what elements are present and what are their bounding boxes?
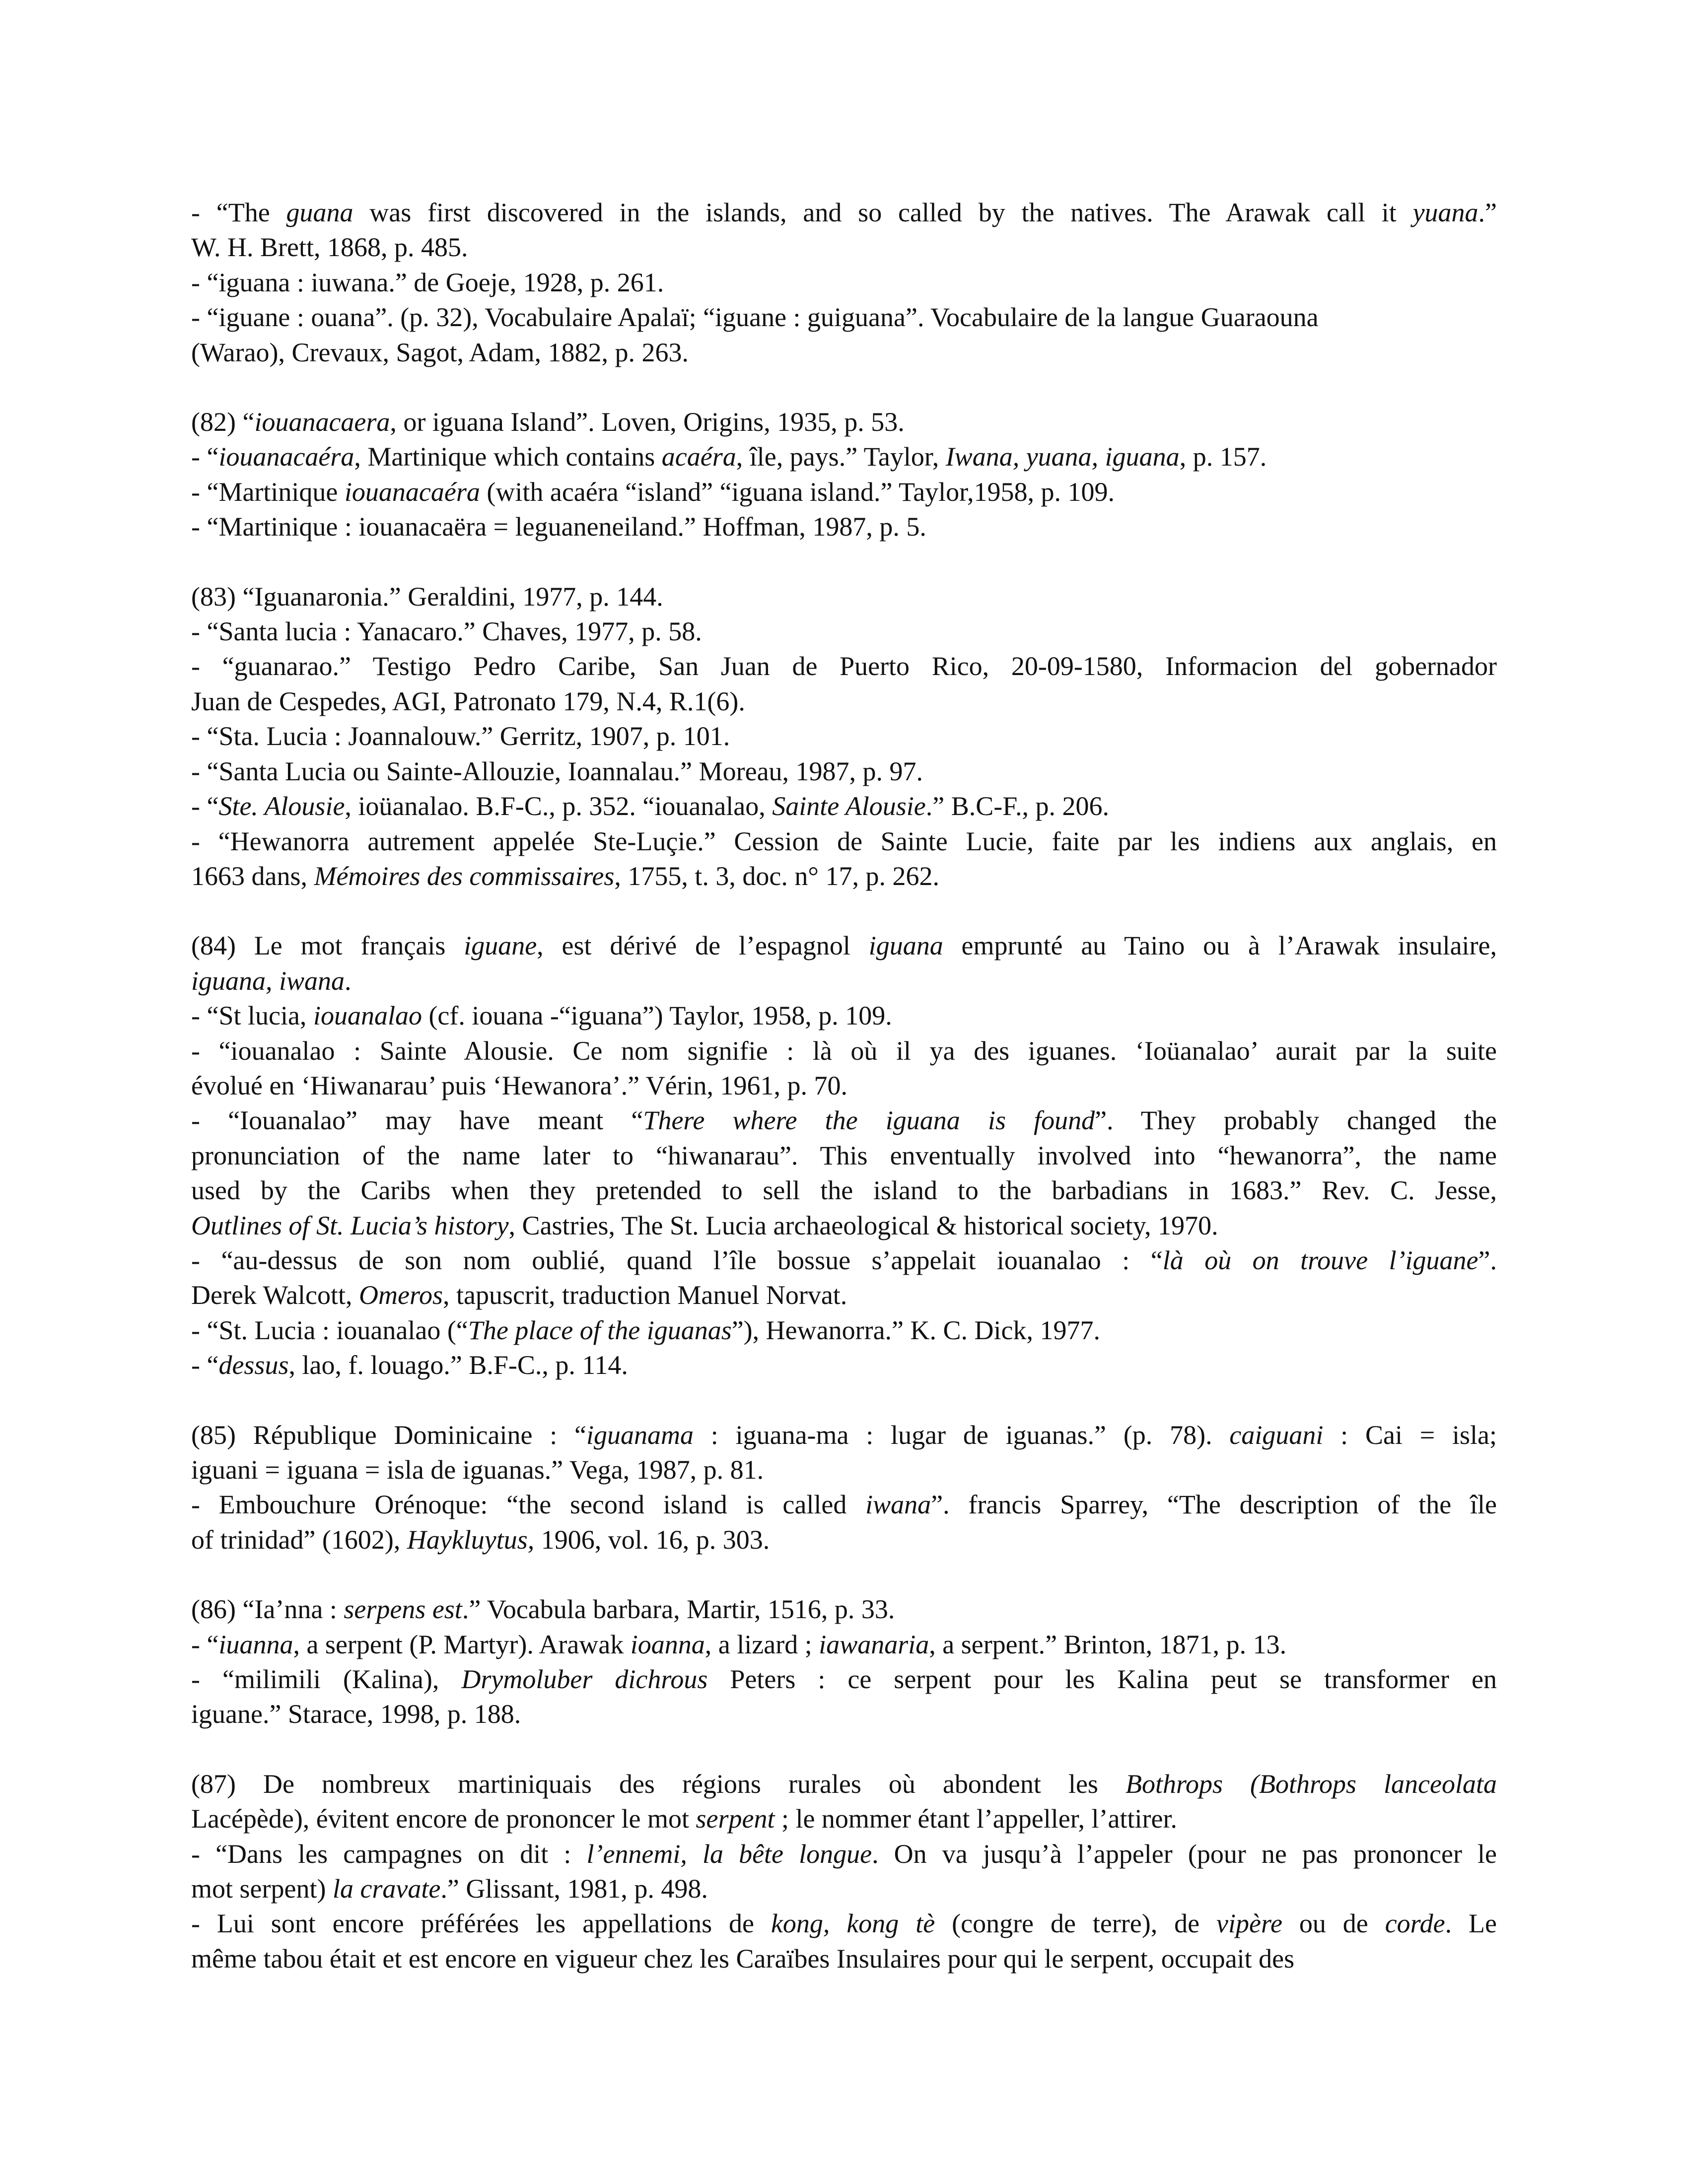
text-run: .: [345, 965, 352, 996]
text-run: Lacépède), évitent encore de prononcer le mot: [191, 1804, 696, 1834]
text-line: [191, 928, 1497, 963]
text-line: [191, 509, 1497, 544]
text-run: pronunciation of the name later to “hiwanarau”. This enventually involved into “hewanorra”, the name: [191, 1140, 1497, 1170]
text-run: même tabou était et est encore en vigueur chez les Caraïbes Insulaires pour qui le serpent, occupait des: [191, 1943, 1295, 1974]
italic-run: serpent: [696, 1804, 775, 1834]
text-run: (87) De nombreux martiniquais des régions rurales où abondent les: [191, 1769, 1125, 1799]
italic-run: Ste. Alousie: [218, 791, 345, 821]
italic-run: corde: [1385, 1909, 1445, 1939]
italic-run: Bothrops (Bothrops lanceolata: [1125, 1769, 1497, 1799]
text-line: [191, 300, 1497, 335]
italic-run: acaéra: [661, 442, 736, 472]
text-run: (84) Le mot français: [191, 931, 464, 961]
text-run: - “: [191, 1629, 219, 1659]
text-run: (86) “Ia’nna :: [191, 1594, 344, 1625]
text-line: [191, 195, 1497, 230]
text-line: [191, 1313, 1497, 1348]
text-line: [191, 1033, 1497, 1068]
text-line: [191, 719, 1497, 753]
text-run: - “The: [191, 198, 286, 227]
text-line: [191, 405, 1497, 439]
text-run: - “Santa Lucia ou Sainte-Allouzie, Ioannalau.” Moreau, 1987, p. 97.: [191, 756, 923, 786]
text-line: [191, 1522, 1497, 1557]
italic-run: iguana: [868, 931, 943, 961]
text-run: - “milimili (Kalina),: [191, 1664, 462, 1695]
text-line: [191, 1697, 1497, 1731]
text-run: (congre de terre), de: [935, 1909, 1217, 1939]
text-run: of trinidad” (1602),: [191, 1524, 407, 1555]
text-line: [191, 1906, 1497, 1941]
text-run: - “au-dessus de son nom oublié, quand l’île bossue s’appelait iouanalao : “: [191, 1245, 1163, 1275]
italic-run: caiguani: [1229, 1420, 1324, 1450]
text-line: [191, 1243, 1497, 1278]
text-run: Juan de Cespedes, AGI, Patronato 179, N.4, R.1(6).: [191, 686, 745, 716]
text-run: (cf. iouana -“iguana”) Taylor, 1958, p. 109.: [422, 1001, 892, 1031]
text-run: iguani = iguana = isla de iguanas.” Vega, 1987, p. 81.: [191, 1455, 764, 1485]
text-run: - “iguana : iuwana.” de Goeje, 1928, p. 261.: [191, 267, 664, 297]
text-run: , p. 157.: [1179, 442, 1267, 472]
text-run: was first discovered in the islands, and so called by the natives. The Arawak call it: [353, 198, 1413, 227]
text-line: [191, 1801, 1497, 1836]
italic-run: Drymoluber dichrous: [461, 1664, 708, 1695]
italic-run: iwana: [865, 1490, 931, 1520]
text-run: , a serpent.” Brinton, 1871, p. 13.: [929, 1629, 1287, 1659]
text-run: 1663 dans,: [191, 861, 314, 891]
text-run: évolué en ‘Hiwanarau’ puis ‘Hewanora’.” Vérin, 1961, p. 70.: [191, 1070, 848, 1100]
italic-run: Omeros: [359, 1280, 443, 1310]
text-run: Derek Walcott,: [191, 1280, 359, 1310]
text-line: [191, 1837, 1497, 1871]
italic-run: There where the iguana is found: [643, 1105, 1095, 1136]
text-line: [191, 265, 1497, 300]
text-line: [191, 859, 1497, 893]
text-run: .”: [1478, 198, 1497, 227]
text-run: - “Sta. Lucia : Joannalouw.” Gerritz, 1907, p. 101.: [191, 721, 730, 751]
italic-run: iguane: [464, 931, 537, 961]
text-run: - Lui sont encore préférées les appellations de: [191, 1909, 771, 1939]
text-line: [191, 1278, 1497, 1312]
text-run: , Castries, The St. Lucia archaeological & historical society, 1970.: [508, 1210, 1218, 1240]
italic-run: kong, kong tè: [771, 1909, 935, 1939]
text-line: [191, 579, 1497, 614]
text-line: [191, 1871, 1497, 1906]
italic-run: iouanacaéra: [344, 477, 480, 507]
text-run: - “iouanalao : Sainte Alousie. Ce nom signifie : là où il ya des iguanes. ‘Ioüanalao’ aurait par la suite: [191, 1035, 1497, 1066]
italic-run: la cravate: [332, 1874, 441, 1904]
text-run: : iguana-ma : lugar de iguanas.” (p. 78).: [694, 1420, 1230, 1450]
text-run: - “St. Lucia : iouanalao (“: [191, 1315, 468, 1345]
italic-run: Mémoires des commissaires: [314, 861, 615, 891]
paragraph-block: [191, 195, 1497, 370]
text-run: (83) “Iguanaronia.” Geraldini, 1977, p. 144.: [191, 581, 663, 612]
text-run: . On va jusqu’à l’appeler (pour ne pas prononcer le: [872, 1839, 1497, 1869]
text-line: [191, 1208, 1497, 1243]
paragraph-block: [191, 1418, 1497, 1558]
text-run: , Martinique which contains: [354, 442, 662, 472]
paragraph-block: [191, 1592, 1497, 1732]
text-run: .” Glissant, 1981, p. 498.: [440, 1874, 708, 1904]
text-run: (85) République Dominicaine : “: [191, 1420, 586, 1450]
text-run: , ioüanalao. B.F-C., p. 352. “iouanalao,: [345, 791, 773, 821]
text-line: [191, 1068, 1497, 1103]
italic-run: The place of the iguanas: [468, 1315, 732, 1345]
text-run: : Cai = isla;: [1323, 1420, 1497, 1450]
italic-run: iawanaria: [819, 1629, 929, 1659]
text-line: [191, 789, 1497, 823]
text-run: W. H. Brett, 1868, p. 485.: [191, 232, 468, 263]
text-run: , tapuscrit, traduction Manuel Norvat.: [443, 1280, 847, 1310]
paragraph-block: [191, 1767, 1497, 1976]
text-run: - “Hewanorra autrement appelée Ste-Luçie.” Cession de Sainte Lucie, faite par les indiens aux anglais, en: [191, 826, 1497, 856]
text-line: [191, 963, 1497, 998]
document-page: [191, 195, 1497, 2011]
text-run: , 1755, t. 3, doc. n° 17, p. 262.: [614, 861, 939, 891]
text-line: [191, 1487, 1497, 1522]
text-run: Peters : ce serpent pour les Kalina peut se transformer en: [707, 1664, 1497, 1695]
text-line: [191, 1941, 1497, 1976]
italic-run: vipère: [1216, 1909, 1282, 1939]
text-line: [191, 649, 1497, 683]
text-run: - “Martinique : iouanacaëra = leguaneneiland.” Hoffman, 1987, p. 5.: [191, 512, 926, 542]
italic-run: iguanama: [586, 1420, 694, 1450]
text-line: [191, 1138, 1497, 1173]
text-run: , lao, f. louago.” B.F-C., p. 114.: [288, 1350, 628, 1380]
text-run: ”), Hewanorra.” K. C. Dick, 1977.: [731, 1315, 1100, 1345]
paragraph-block: [191, 579, 1497, 894]
text-line: [191, 1173, 1497, 1208]
text-run: , or iguana Island”. Loven, Origins, 1935, p. 53.: [390, 407, 905, 437]
text-run: (with acaéra “island” “iguana island.” Taylor,1958, p. 109.: [480, 477, 1115, 507]
text-run: ou de: [1282, 1909, 1385, 1939]
text-line: [191, 439, 1497, 474]
text-run: - “: [191, 442, 219, 472]
text-line: [191, 754, 1497, 789]
text-line: [191, 230, 1497, 265]
text-run: - “guanarao.” Testigo Pedro Caribe, San Juan de Puerto Rico, 20-09-1580, Informacion del gobernador: [191, 651, 1497, 682]
italic-run: Haykluytus,: [407, 1524, 535, 1555]
italic-run: l’ennemi, la bête longue: [586, 1839, 872, 1869]
text-run: , est dérivé de l’espagnol: [537, 931, 869, 961]
text-run: ”. They probably changed the: [1095, 1105, 1497, 1136]
text-run: used by the Caribs when they pretended to sell the island to the barbadians in 1683.” Rev. C. Jesse,: [191, 1175, 1497, 1206]
italic-run: iouanalao: [313, 1001, 422, 1031]
paragraph-block: [191, 928, 1497, 1382]
text-run: ; le nommer étant l’appeller, l’attirer.: [774, 1804, 1177, 1834]
text-run: ”.: [1478, 1245, 1497, 1275]
text-line: [191, 335, 1497, 370]
italic-run: Sainte Alousie: [772, 791, 926, 821]
text-run: - “iguane : ouana”. (p. 32), Vocabulaire Apalaï; “iguane : guiguana”. Vocabulaire de la langue Guaraouna: [191, 302, 1319, 333]
text-line: [191, 1348, 1497, 1382]
text-run: - Embouchure Orénoque: “the second island is called: [191, 1490, 866, 1520]
italic-run: iuanna: [218, 1629, 293, 1659]
italic-run: là où on trouve l’iguane: [1162, 1245, 1478, 1275]
italic-run: Outlines of St. Lucia’s history: [191, 1210, 509, 1240]
italic-run: ioanna: [630, 1629, 705, 1659]
text-run: .” B.C-F., p. 206.: [925, 791, 1109, 821]
text-run: , a serpent (P. Martyr). Arawak: [293, 1629, 631, 1659]
italic-run: Iwana, yuana, iguana: [945, 442, 1180, 472]
text-run: . Le: [1445, 1909, 1497, 1939]
text-run: (82) “: [191, 407, 255, 437]
italic-run: iouanacaéra: [218, 442, 354, 472]
text-run: , a lizard ;: [704, 1629, 819, 1659]
text-run: - “Dans les campagnes on dit :: [191, 1839, 587, 1869]
text-line: [191, 684, 1497, 719]
text-line: [191, 614, 1497, 649]
text-line: [191, 1627, 1497, 1662]
text-line: [191, 1452, 1497, 1487]
paragraph-block: [191, 405, 1497, 545]
text-run: - “: [191, 791, 219, 821]
italic-run: iguana, iwana: [191, 965, 345, 996]
text-run: (Warao), Crevaux, Sagot, Adam, 1882, p. 263.: [191, 337, 689, 367]
text-run: - “Santa lucia : Yanacaro.” Chaves, 1977, p. 58.: [191, 616, 702, 647]
text-line: [191, 998, 1497, 1033]
italic-run: yuana: [1412, 198, 1478, 227]
text-run: 1906, vol. 16, p. 303.: [534, 1524, 770, 1555]
text-line: [191, 1592, 1497, 1627]
italic-run: dessus: [218, 1350, 289, 1380]
text-line: [191, 824, 1497, 859]
text-run: .” Vocabula barbara, Martir, 1516, p. 33.: [462, 1594, 895, 1625]
italic-run: serpens est: [344, 1594, 462, 1625]
text-run: iguane.” Starace, 1998, p. 188.: [191, 1699, 521, 1729]
text-line: [191, 1418, 1497, 1452]
italic-run: iouanacaera: [254, 407, 390, 437]
text-run: - “: [191, 1350, 219, 1380]
text-line: [191, 1662, 1497, 1697]
text-run: - “Iouanalao” may have meant “: [191, 1105, 643, 1136]
text-run: , île, pays.” Taylor,: [736, 442, 946, 472]
text-line: [191, 475, 1497, 509]
text-run: ”. francis Sparrey, “The description of the île: [931, 1490, 1497, 1520]
text-run: mot serpent): [191, 1874, 333, 1904]
text-run: emprunté au Taino ou à l’Arawak insulaire,: [943, 931, 1497, 961]
text-line: [191, 1103, 1497, 1138]
text-run: - “St lucia,: [191, 1001, 313, 1031]
text-line: [191, 1767, 1497, 1801]
text-run: - “Martinique: [191, 477, 345, 507]
italic-run: guana: [286, 198, 353, 227]
